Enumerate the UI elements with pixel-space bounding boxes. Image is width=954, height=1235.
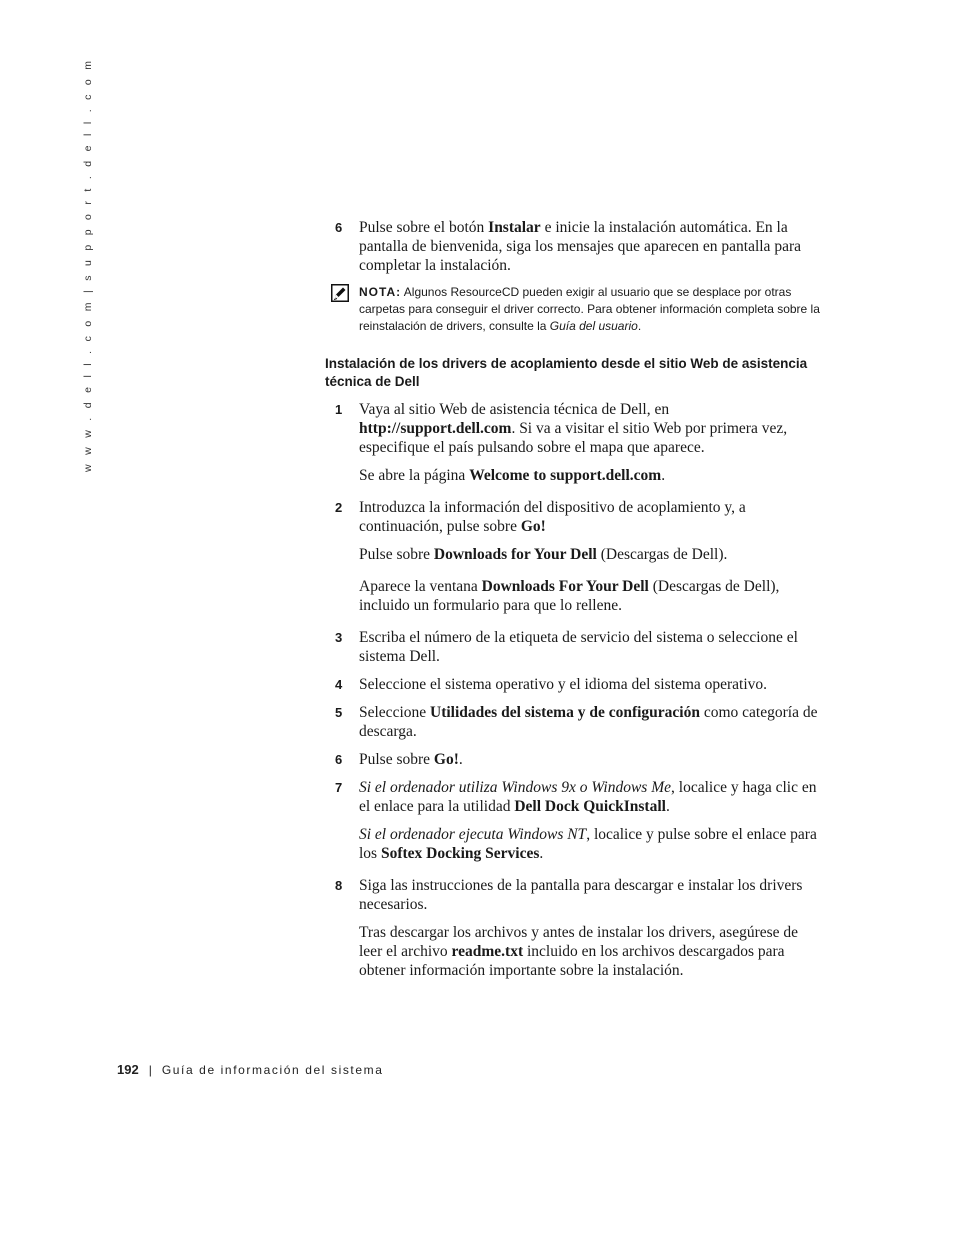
note-label: NOTA:: [359, 285, 402, 299]
step-2: 2 Introduzca la información del dispositivo de acoplamiento y, a continuación, pulse sobre Go!: [335, 499, 746, 535]
step-7-nt: Si el ordenador ejecuta Windows NT, localice y pulse sobre el enlace para los Softex Docking Services.: [359, 826, 817, 862]
step-6-go: 6 Pulse sobre Go!.: [335, 751, 463, 768]
step-8-readme: Tras descargar los archivos y antes de instalar los drivers, asegúrese de leer el archivo readme.txt incluido en los archivos descargados para obtener información importante sobre la instalación.: [359, 924, 799, 979]
step-5: 5 Seleccione Utilidades del sistema y de configuración como categoría de descarga.: [335, 704, 818, 740]
step-1-result: Se abre la página Welcome to support.dell.com.: [359, 467, 666, 484]
step-8: 8 Siga las instrucciones de la pantalla para descargar e instalar los drivers necesarios.: [335, 877, 803, 913]
step-1: 1 Vaya al sitio Web de asistencia técnica de Dell, en http://support.dell.com. Si va a visitar el sitio Web por primera vez, especifique el país pulsando sobre el mapa que aparece.: [335, 401, 788, 456]
step-number: 5: [335, 705, 343, 720]
footer-separator: |: [148, 1063, 152, 1077]
user-guide-ref: Guía del usuario: [549, 319, 638, 333]
step-number: 2: [335, 500, 343, 515]
step-2-window: Aparece la ventana Downloads For Your Dell (Descargas de Dell), incluido un formulario para que lo rellene.: [359, 578, 780, 614]
support-url: http://support.dell.com: [359, 420, 512, 437]
step-number: 6: [335, 220, 343, 235]
step-number: 4: [335, 677, 343, 692]
sidebar-url: w w w . d e l l . c o m | s u p p o r t . d e l l . c o m: [82, 57, 94, 472]
step-number: 3: [335, 630, 343, 645]
install-button-ref: Instalar: [488, 219, 541, 236]
step-number: 6: [335, 752, 343, 767]
section-heading: Instalación de los drivers de acoplamiento desde el sitio Web de asistencia técnica de Dell: [325, 356, 808, 389]
step-4: 4 Seleccione el sistema operativo y el idioma del sistema operativo.: [335, 676, 768, 693]
note-pencil-icon: [331, 284, 349, 302]
step-7: 7 Si el ordenador utiliza Windows 9x o Windows Me, localice y haga clic en el enlace para la utilidad Dell Dock QuickInstall.: [335, 779, 817, 815]
document-title: Guía de información del sistema: [161, 1063, 384, 1077]
page-number: 192: [117, 1062, 139, 1077]
note-block: NOTA: Algunos ResourceCD pueden exigir al usuario que se desplace por otras carpetas para conseguir el driver correcto. Para obtener información completa sobre la reinstalación de drivers, consulte la Guía del usuario.: [325, 284, 820, 335]
step-number: 1: [335, 402, 343, 417]
step-6-install: 6 Pulse sobre el botón Instalar e inicie la instalación automática. En la pantalla de bienvenida, siga los mensajes que aparecen en pantalla para completar la instalación.: [335, 219, 801, 274]
step-number: 8: [335, 878, 343, 893]
step-3: 3 Escriba el número de la etiqueta de servicio del sistema o seleccione el sistema Dell.: [335, 629, 798, 665]
page-footer: [117, 1062, 384, 1077]
main-content: [325, 218, 820, 980]
step-2-downloads: Pulse sobre Downloads for Your Dell (Descargas de Dell).: [359, 546, 728, 563]
step-number: 7: [335, 780, 343, 795]
